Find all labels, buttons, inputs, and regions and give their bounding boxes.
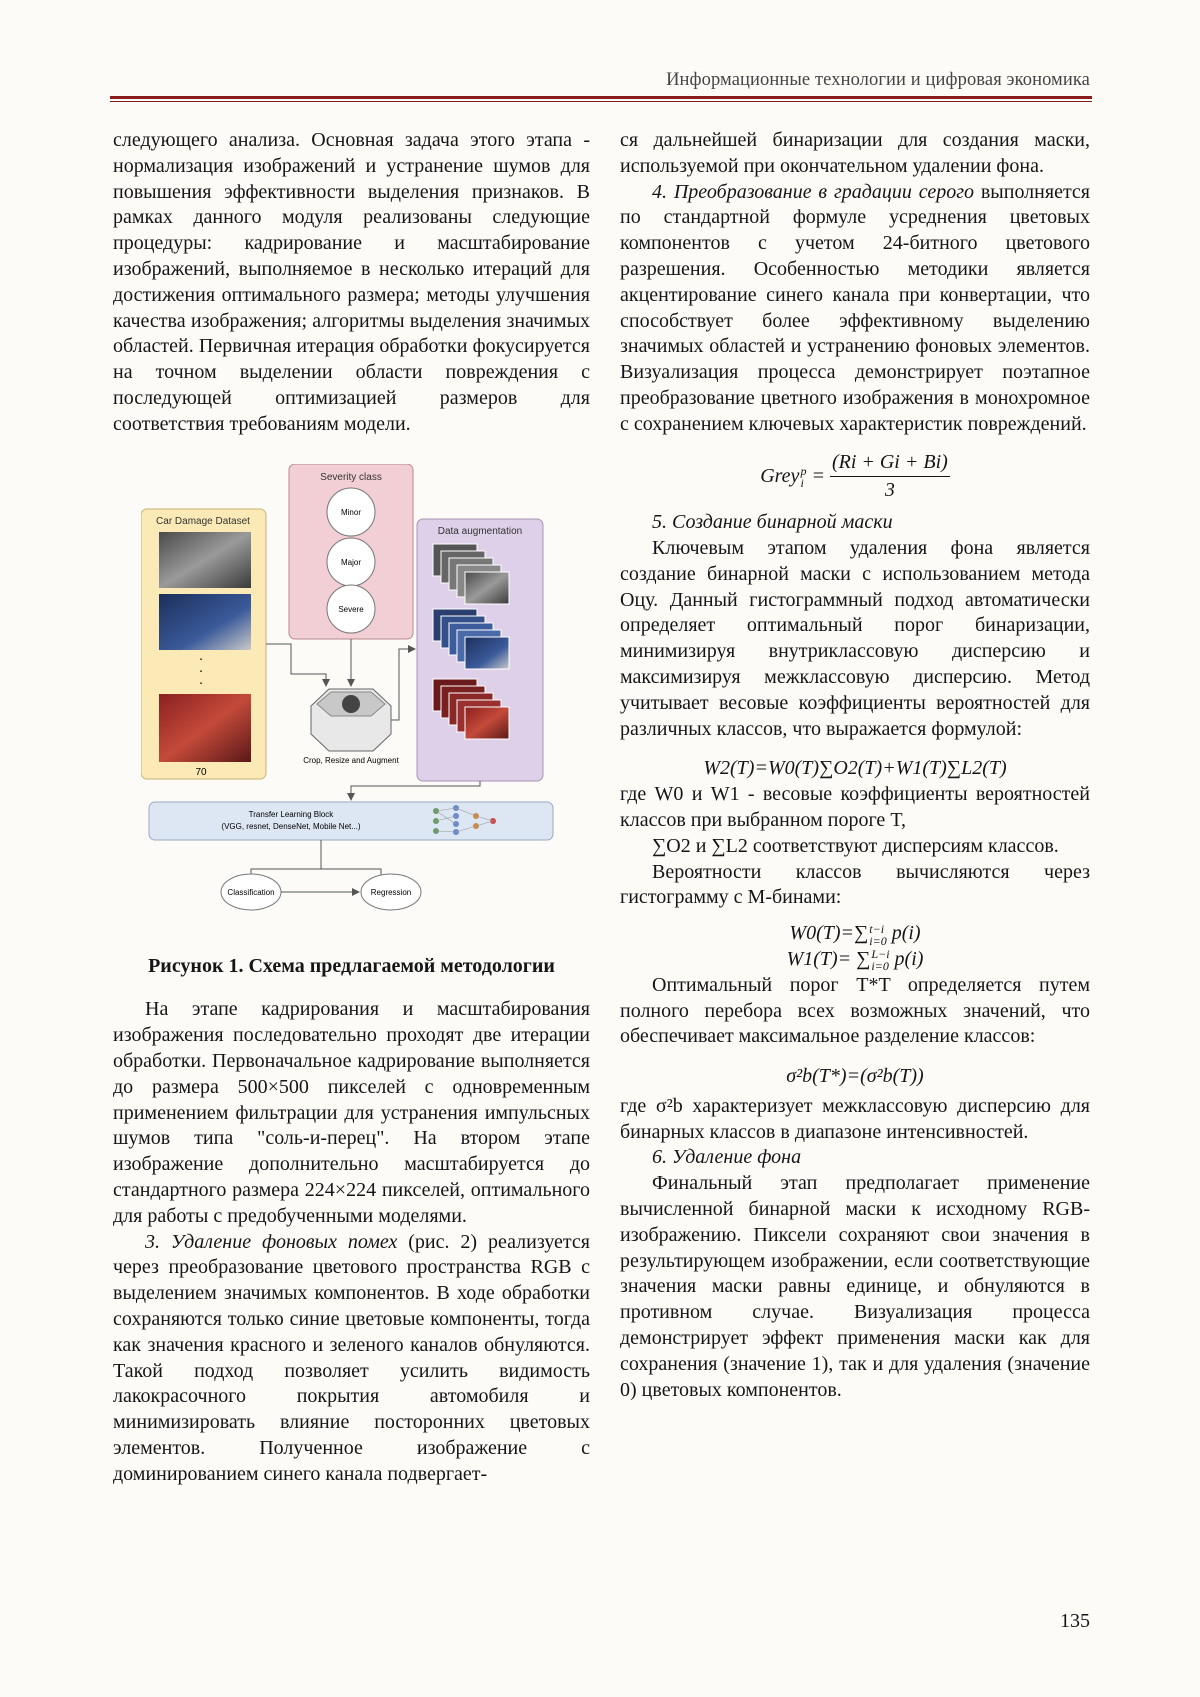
section-3-title: 3. Удаление фоновых помех <box>145 1230 398 1253</box>
right-paragraph-7: Оптимальный порог T*T определяется путем полного перебора всех возможных значений, что обеспечивает максимальное разделение классов: <box>620 973 1090 1048</box>
classification-label: Classification <box>227 887 275 897</box>
header-rule-thick <box>110 96 1092 99</box>
right-paragraph-2 <box>620 180 1090 438</box>
w2-formula: W2(T)=W0(T)∑O2(T)+W1(T)∑L2(T) <box>703 757 1007 780</box>
process-label: Crop, Resize and Augment <box>303 755 399 765</box>
grey-numerator: (Ri + Gi + Bi) <box>830 450 950 478</box>
header-rule-thin <box>110 101 1092 102</box>
dataset-dots-2: . <box>199 660 203 676</box>
transfer-learning-subtitle: (VGG, resnet, DenseNet, Mobile Net...) <box>221 821 361 831</box>
section-4-title: 4. Преобразование в градации серого <box>652 180 975 203</box>
w1-formula: W1(T)= ∑ L−i i=0 p(i) <box>786 947 924 974</box>
section-5-title: 5. Создание бинарной маски <box>652 511 893 534</box>
car-damage-dataset-title: Car Damage Dataset <box>156 515 250 527</box>
dataset-count: 70 <box>195 766 207 778</box>
severity-class-title: Severity class <box>320 471 382 483</box>
process-node-icon <box>342 695 360 713</box>
right-paragraph-3: Ключевым этапом удаления фона является создание бинарной маски с использованием метода Оцу. Данный гистограммный подход автоматически определяет оптимальный порог бинаризации, минимизируя внутриклассовую дисперсию и максимизируя межклассовую дисперсию. Метод учитывает весовые коэффициенты вероятностей для различных классов, что выражается формулой: <box>620 536 1090 740</box>
right-paragraph-8: где σ²b характеризует межклассовую дисперсию для бинарных классов в диапазоне интенсивностей. <box>620 1094 1090 1143</box>
section-4-body: выполняется по стандартной формуле усреднения цветовых компонентов с учетом 24-битного цветового разрешения. Особенностью методики является акцентирование синего канала при конвертации, что способствует более эффективному выделению значимых областей и устранению фоновых элементов. Визуализация процесса демонстрирует поэтапное преобразование цветного изображения в монохромное с сохранением ключевых характеристик повреждений. <box>620 180 1090 435</box>
figure-1 <box>113 464 590 932</box>
dataset-car-image-2 <box>159 594 251 650</box>
right-column <box>620 128 1090 1403</box>
running-header: Информационные технологии и цифровая экономика <box>666 70 1090 90</box>
w0-formula: W0(T)=∑ t−i i=0 p(i) <box>789 921 921 948</box>
right-paragraph-1: ся дальнейшей бинаризации для создания маски, используемой при окончательном удалении фона. <box>620 129 1090 177</box>
figure-caption: Рисунок 1. Схема предлагаемой методологии <box>148 954 555 977</box>
section-3-body: (рис. 2) реализуется через преобразование цветового пространства RGB с выделением значимых компонентов. В ходе обработки сохраняются только синие цветовые компоненты, тогда как значения красного и зеленого каналов обнуляются. Такой подход позволяет усилить видимость лакокрасочного покрытия автомобиля и минимизировать влияние посторонних цветовых элементов. Полученное изображение с доминированием синего канала подвергает- <box>113 1230 590 1485</box>
right-paragraph-6: Вероятности классов вычисляются через гистограмму с M-бинами: <box>620 860 1090 909</box>
section-6-title: 6. Удаление фона <box>652 1146 802 1169</box>
left-paragraph-2: На этапе кадрирования и масштабирования изображения последовательно проходят две итерации обработки. Первоначальное кадрирование выполняется до размера 500×500 пикселей с одновременным применением фильтрации для устранения импульсных шумов типа "соль-и-перец". На втором этапе изображение дополнительно масштабируется до стандартного размера 224×224 пикселей, оптимального для работы с предобученными моделями. <box>113 998 590 1227</box>
left-paragraph-1: следующего анализа. Основная задача этого этапа - нормализация изображений и устранение шумов для повышения эффективности выделения признаков. В рамках данного модуля реализованы следующие процедуры: кадрирование и масштабирование изображений, выполняемое в несколько итераций для достижения оптимального размера; методы улучшения качества изображения; алгоритмы выделения значимых областей. Первичная итерация обработки фокусируется на точном выделении области повреждения с последующей оптимизацией размеров для соответствия требованиям модели. <box>113 129 590 435</box>
dataset-dots-3: . <box>199 672 203 688</box>
severity-minor-label: Minor <box>340 507 362 517</box>
dataset-car-image-1 <box>159 532 251 588</box>
right-paragraph-9: Финальный этап предполагает применение вычисленной бинарной маски к исходному RGB-изображению. Пиксели сохраняют свои значения в результирующем изображении, если соответствующие значения маски равны единице, и обнуляются в противном случае. Визуализация процесса демонстрирует эффект применения маски как для сохранения (значение 1), так и для удаления (значение 0) цветовых компонентов. <box>620 1172 1090 1401</box>
regression-label: Regression <box>370 887 412 897</box>
left-column <box>113 128 590 1488</box>
left-paragraph-3 <box>113 1230 590 1488</box>
grey-formula: Grey p i = $\frac{(Ri + Gi + Bi)}{3}$ <box>620 450 1090 505</box>
transfer-learning-title: Transfer Learning Block <box>248 809 334 819</box>
grey-denominator: 3 <box>884 479 895 502</box>
dataset-dots-1: . <box>199 648 203 664</box>
severity-severe-label: Severe <box>338 604 364 614</box>
methodology-diagram <box>141 464 561 932</box>
page-number: 135 <box>1060 1610 1090 1632</box>
severity-major-label: Major <box>340 557 362 567</box>
data-augmentation-title: Data augmentation <box>437 525 523 537</box>
sigma-formula: σ²b(T*)=(σ²b(T)) <box>786 1065 924 1088</box>
dataset-car-image-3 <box>159 694 251 762</box>
right-paragraph-5: ∑O2 и ∑L2 соответствуют дисперсиям классов. <box>652 834 1059 857</box>
right-paragraph-4: где W0 и W1 - весовые коэффициенты вероятностей классов при выбранном пороге T, <box>620 783 1090 831</box>
